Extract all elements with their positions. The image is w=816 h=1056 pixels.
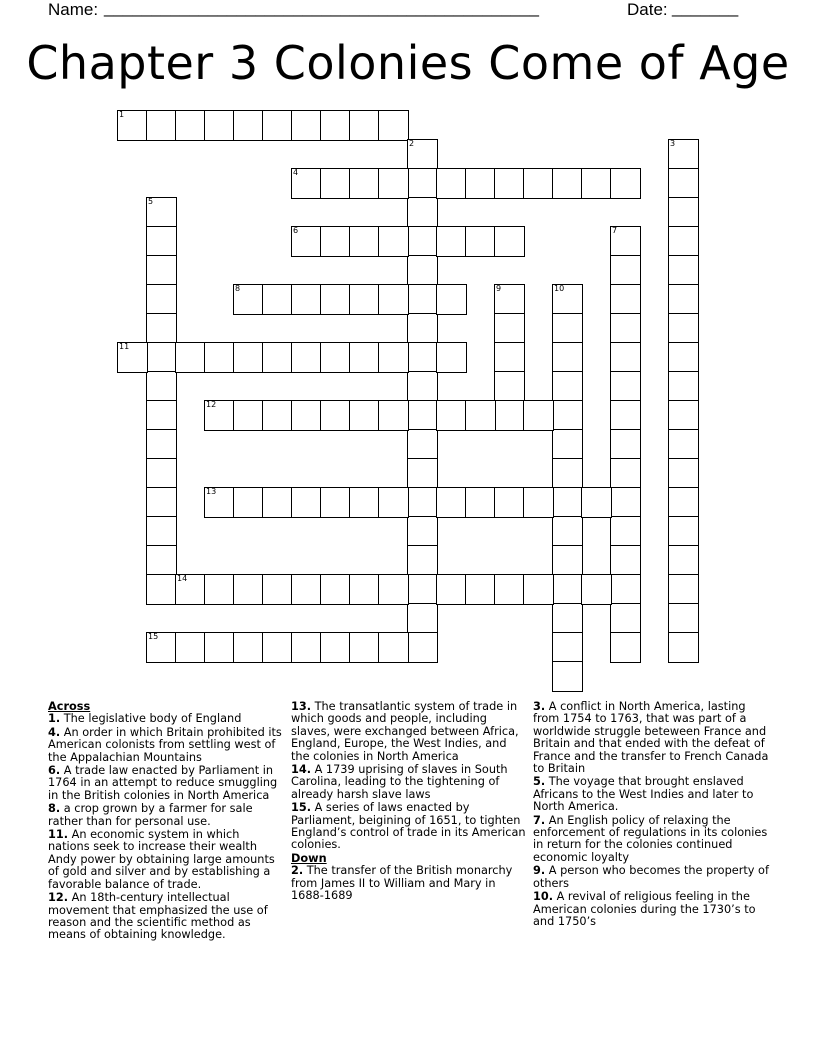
crossword-cell[interactable] xyxy=(552,284,583,315)
clue-column-1 xyxy=(48,701,284,943)
crossword-cell[interactable] xyxy=(668,487,699,518)
crossword-cell[interactable] xyxy=(407,545,438,576)
clue-number: 5 xyxy=(148,197,154,206)
crossword-cell[interactable] xyxy=(204,110,235,141)
crossword-cell[interactable] xyxy=(378,342,409,373)
date-label: Date: xyxy=(627,0,668,19)
crossword-cell[interactable] xyxy=(494,342,525,373)
crossword-cell[interactable] xyxy=(320,400,351,431)
crossword-cell[interactable] xyxy=(407,226,438,257)
crossword-cell[interactable] xyxy=(552,342,583,373)
crossword-cell[interactable] xyxy=(349,632,380,663)
crossword-cell[interactable] xyxy=(610,632,641,663)
crossword-cell[interactable] xyxy=(146,313,177,344)
clue-down-3: 3. A conflict in North America, lasting from 1754 to 1763, that was part of a worldwide struggle beteween France and Britain and that ended with the defeat of France and the transfer to French Canada to Britain xyxy=(533,700,769,776)
crossword-cell[interactable] xyxy=(175,632,206,663)
crossword-cell[interactable] xyxy=(494,313,525,344)
crossword-cell[interactable] xyxy=(146,545,177,576)
crossword-cell[interactable] xyxy=(436,574,467,605)
clue-across-11: 11. An economic system in which nations seek to increase their wealth Andy power by obtaining large amounts of gold and silver and by establishing a favorable balance of trade. xyxy=(48,828,275,891)
crossword-cell[interactable] xyxy=(407,313,438,344)
crossword-cell[interactable] xyxy=(146,110,177,141)
crossword-cell[interactable] xyxy=(146,574,177,605)
crossword-cell[interactable] xyxy=(610,168,641,199)
crossword-cell[interactable] xyxy=(175,110,206,141)
crossword-cell[interactable] xyxy=(262,342,293,373)
crossword-cell[interactable] xyxy=(146,632,177,663)
crossword-cell[interactable] xyxy=(494,400,525,431)
crossword-cell[interactable] xyxy=(610,487,641,518)
crossword-cell[interactable] xyxy=(320,168,351,199)
clue-number: 2 xyxy=(409,139,415,148)
crossword-cell[interactable] xyxy=(523,400,554,431)
crossword-cell[interactable] xyxy=(465,574,496,605)
crossword-cell[interactable] xyxy=(378,226,409,257)
crossword-cell[interactable] xyxy=(291,168,322,199)
crossword-cell[interactable] xyxy=(146,458,177,489)
crossword-cell[interactable] xyxy=(378,168,409,199)
clue-number: 14 xyxy=(177,574,188,583)
crossword-cell[interactable] xyxy=(175,574,206,605)
crossword-cell[interactable] xyxy=(349,342,380,373)
crossword-cell[interactable] xyxy=(668,342,699,373)
crossword-cell[interactable] xyxy=(291,487,322,518)
crossword-cell[interactable] xyxy=(668,255,699,286)
clue-number: 12 xyxy=(206,400,217,409)
clue-across-14: 14. A 1739 uprising of slaves in South Carolina, leading to the tightening of already harsh slave laws xyxy=(291,763,508,801)
crossword-cell[interactable] xyxy=(610,226,641,257)
crossword-cell[interactable] xyxy=(378,284,409,315)
crossword-cell[interactable] xyxy=(349,168,380,199)
crossword-cell[interactable] xyxy=(407,487,438,518)
crossword-cell[interactable] xyxy=(552,313,583,344)
crossword-cell[interactable] xyxy=(407,255,438,286)
crossword-cell[interactable] xyxy=(349,400,380,431)
crossword-cell[interactable] xyxy=(610,371,641,402)
crossword-cell[interactable] xyxy=(378,487,409,518)
name-label: Name: xyxy=(48,0,99,19)
clue-number: 3 xyxy=(670,139,676,148)
crossword-cell[interactable] xyxy=(668,197,699,228)
crossword-cell[interactable] xyxy=(204,342,235,373)
crossword-cell[interactable] xyxy=(320,574,351,605)
crossword-cell[interactable] xyxy=(552,545,583,576)
crossword-cell[interactable] xyxy=(146,226,177,257)
crossword-cell[interactable] xyxy=(146,516,177,547)
crossword-cell[interactable] xyxy=(407,139,438,170)
crossword-cell[interactable] xyxy=(349,284,380,315)
crossword-cell[interactable] xyxy=(407,168,438,199)
crossword-cell[interactable] xyxy=(668,284,699,315)
crossword-cell[interactable] xyxy=(146,429,177,460)
crossword-cell[interactable] xyxy=(610,545,641,576)
crossword-cell[interactable] xyxy=(233,110,264,141)
crossword-cell[interactable] xyxy=(407,429,438,460)
crossword-cell[interactable] xyxy=(581,487,612,518)
crossword-cell[interactable] xyxy=(378,110,409,141)
crossword-cell[interactable] xyxy=(262,400,293,431)
crossword-cell[interactable] xyxy=(320,342,351,373)
crossword-cell[interactable] xyxy=(552,168,583,199)
crossword-cell[interactable] xyxy=(204,400,235,431)
crossword-cell[interactable] xyxy=(552,603,583,634)
crossword-cell[interactable] xyxy=(407,284,438,315)
clue-column-2 xyxy=(291,701,527,904)
crossword-cell[interactable] xyxy=(610,458,641,489)
crossword-cell[interactable] xyxy=(291,226,322,257)
crossword-cell[interactable] xyxy=(407,342,438,373)
crossword-cell[interactable] xyxy=(436,284,467,315)
crossword-cell[interactable] xyxy=(494,574,525,605)
crossword-cell[interactable] xyxy=(668,603,699,634)
crossword-cell[interactable] xyxy=(233,487,264,518)
crossword-cell[interactable] xyxy=(407,400,438,431)
crossword-cell[interactable] xyxy=(378,574,409,605)
clue-down-5: 5. The voyage that brought enslaved Africans to the West Indies and later to North America. xyxy=(533,775,754,814)
clue-number: 13 xyxy=(206,487,217,496)
crossword-cell[interactable] xyxy=(146,371,177,402)
crossword-cell[interactable] xyxy=(291,110,322,141)
crossword-cell[interactable] xyxy=(146,197,177,228)
crossword-cell[interactable] xyxy=(291,284,322,315)
crossword-cell[interactable] xyxy=(668,632,699,663)
crossword-cell[interactable] xyxy=(552,516,583,547)
crossword-cell[interactable] xyxy=(204,632,235,663)
crossword-cell[interactable] xyxy=(494,371,525,402)
crossword-cell[interactable] xyxy=(668,371,699,402)
crossword-cell[interactable] xyxy=(552,574,583,605)
crossword-cell[interactable] xyxy=(668,545,699,576)
crossword-cell[interactable] xyxy=(610,342,641,373)
crossword-cell[interactable] xyxy=(320,632,351,663)
clue-number: 10 xyxy=(554,284,565,293)
crossword-cell[interactable] xyxy=(552,458,583,489)
clue-number: 8 xyxy=(235,284,241,293)
crossword-cell[interactable] xyxy=(610,313,641,344)
clue-column-3 xyxy=(533,701,769,929)
clue-down-9: 9. A person who becomes the property of others xyxy=(533,864,769,890)
crossword-cell[interactable] xyxy=(668,516,699,547)
crossword-cell[interactable] xyxy=(610,574,641,605)
clue-number: 6 xyxy=(293,226,299,235)
crossword-cell[interactable] xyxy=(407,371,438,402)
crossword-cell[interactable] xyxy=(523,574,554,605)
crossword-cell[interactable] xyxy=(233,574,264,605)
crossword-cell[interactable] xyxy=(552,429,583,460)
crossword-cell[interactable] xyxy=(262,284,293,315)
crossword-cell[interactable] xyxy=(233,342,264,373)
crossword-cell[interactable] xyxy=(668,168,699,199)
crossword-cell[interactable] xyxy=(146,487,177,518)
crossword-cell[interactable] xyxy=(349,487,380,518)
clue-down-10: 10. A revival of religious feeling in the American colonies during the 1730’s to and 1750’s xyxy=(533,890,756,928)
crossword-cell[interactable] xyxy=(117,110,148,141)
crossword-cell[interactable] xyxy=(552,400,583,431)
crossword-cell[interactable] xyxy=(175,342,206,373)
crossword-cell[interactable] xyxy=(204,574,235,605)
crossword-cell[interactable] xyxy=(465,168,496,199)
clue-number: 15 xyxy=(148,632,159,641)
crossword-cell[interactable] xyxy=(610,429,641,460)
crossword-cell[interactable] xyxy=(436,226,467,257)
crossword-cell[interactable] xyxy=(233,632,264,663)
crossword-cell[interactable] xyxy=(233,284,264,315)
crossword-cell[interactable] xyxy=(581,574,612,605)
crossword-cell[interactable] xyxy=(146,255,177,286)
crossword-cell[interactable] xyxy=(610,284,641,315)
crossword-cell[interactable] xyxy=(378,632,409,663)
crossword-cell[interactable] xyxy=(407,197,438,228)
clue-number: 4 xyxy=(293,168,299,177)
crossword-cell[interactable] xyxy=(407,516,438,547)
name-field-line[interactable]: ______________________________________________ xyxy=(104,0,539,17)
crossword-cell[interactable] xyxy=(378,400,409,431)
crossword-cell[interactable] xyxy=(494,284,525,315)
crossword-cell[interactable] xyxy=(581,168,612,199)
crossword-cell[interactable] xyxy=(610,516,641,547)
crossword-cell[interactable] xyxy=(407,574,438,605)
down-heading: Down xyxy=(291,851,327,865)
crossword-cell[interactable] xyxy=(668,574,699,605)
crossword-cell[interactable] xyxy=(233,400,264,431)
clue-down-2: 2. The transfer of the British monarchy from James II to William and Mary in 1688-1689 xyxy=(291,864,513,903)
crossword-cell[interactable] xyxy=(262,110,293,141)
crossword-cell[interactable] xyxy=(494,168,525,199)
crossword-cell[interactable] xyxy=(204,487,235,518)
clue-across-15: 15. A series of laws enacted by Parliament, beigining of 1651, to tighten England’s control of trade in its American colonies. xyxy=(291,801,526,852)
clue-down-7: 7. An English policy of relaxing the enforcement of regulations in its colonies in return for the colonies continued economic loyalty xyxy=(533,813,768,864)
crossword-cell[interactable] xyxy=(668,429,699,460)
crossword-cell[interactable] xyxy=(668,313,699,344)
crossword-cell[interactable] xyxy=(523,487,554,518)
crossword-cell[interactable] xyxy=(494,226,525,257)
crossword-cell[interactable] xyxy=(262,632,293,663)
clue-number: 11 xyxy=(119,342,130,351)
crossword-cell[interactable] xyxy=(117,342,148,373)
crossword-cell[interactable] xyxy=(146,284,177,315)
crossword-cell[interactable] xyxy=(291,342,322,373)
crossword-cell[interactable] xyxy=(436,168,467,199)
crossword-cell[interactable] xyxy=(436,400,467,431)
crossword-cell[interactable] xyxy=(465,400,496,431)
crossword-cell[interactable] xyxy=(349,226,380,257)
crossword-cell[interactable] xyxy=(291,400,322,431)
crossword-cell[interactable] xyxy=(407,632,438,663)
crossword-cell[interactable] xyxy=(552,487,583,518)
clue-across-13: 13. The transatlantic system of trade in which goods and people, including slaves, were exchanged between Africa, England, Europe, the West Indies, and the colonies in North America xyxy=(291,700,519,763)
crossword-cell[interactable] xyxy=(610,400,641,431)
crossword-cell[interactable] xyxy=(436,342,467,373)
crossword-cell[interactable] xyxy=(320,487,351,518)
clue-number: 7 xyxy=(612,226,618,235)
crossword-cell[interactable] xyxy=(320,226,351,257)
crossword-cell[interactable] xyxy=(668,226,699,257)
crossword-cell[interactable] xyxy=(494,487,525,518)
crossword-cell[interactable] xyxy=(610,603,641,634)
crossword-cell[interactable] xyxy=(552,661,583,692)
clue-across-8: 8. a crop grown by a farmer for sale rather than for personal use. xyxy=(48,802,253,828)
clue-across-12: 12. An 18th-century intellectual movement that emphasized the use of reason and the scientific method as means of obtaining knowledge. xyxy=(48,891,268,942)
crossword-cell[interactable] xyxy=(668,400,699,431)
crossword-cell[interactable] xyxy=(465,226,496,257)
crossword-cell[interactable] xyxy=(262,574,293,605)
crossword-cell[interactable] xyxy=(320,284,351,315)
page-title: Chapter 3 Colonies Come of Age xyxy=(26,36,790,90)
crossword-cell[interactable] xyxy=(407,458,438,489)
across-heading: Across xyxy=(48,700,91,713)
crossword-cell[interactable] xyxy=(465,487,496,518)
clue-number: 1 xyxy=(119,110,125,119)
crossword-cell[interactable] xyxy=(146,342,177,373)
clue-number: 9 xyxy=(496,284,502,293)
crossword-cell[interactable] xyxy=(552,632,583,663)
crossword-cell[interactable] xyxy=(552,371,583,402)
crossword-cell[interactable] xyxy=(291,632,322,663)
crossword-cell[interactable] xyxy=(349,574,380,605)
crossword-cell[interactable] xyxy=(610,255,641,286)
crossword-cell[interactable] xyxy=(407,603,438,634)
crossword-cell[interactable] xyxy=(436,487,467,518)
crossword-cell[interactable] xyxy=(523,168,554,199)
crossword-cell[interactable] xyxy=(668,139,699,170)
clue-across-1: 1. The legislative body of England xyxy=(48,712,242,726)
crossword-cell[interactable] xyxy=(262,487,293,518)
date-field-line[interactable]: _______ xyxy=(672,0,739,17)
clue-across-4: 4. An order in which Britain prohibited its American colonists from settling west of the Appalachian Mountains xyxy=(48,725,282,764)
crossword-cell[interactable] xyxy=(320,110,351,141)
crossword-cell[interactable] xyxy=(146,400,177,431)
crossword-cell[interactable] xyxy=(291,574,322,605)
crossword-cell[interactable] xyxy=(668,458,699,489)
crossword-cell[interactable] xyxy=(349,110,380,141)
clue-across-6: 6. A trade law enacted by Parliament in 1764 in an attempt to reduce smuggling in the British colonies in North America xyxy=(48,764,278,802)
